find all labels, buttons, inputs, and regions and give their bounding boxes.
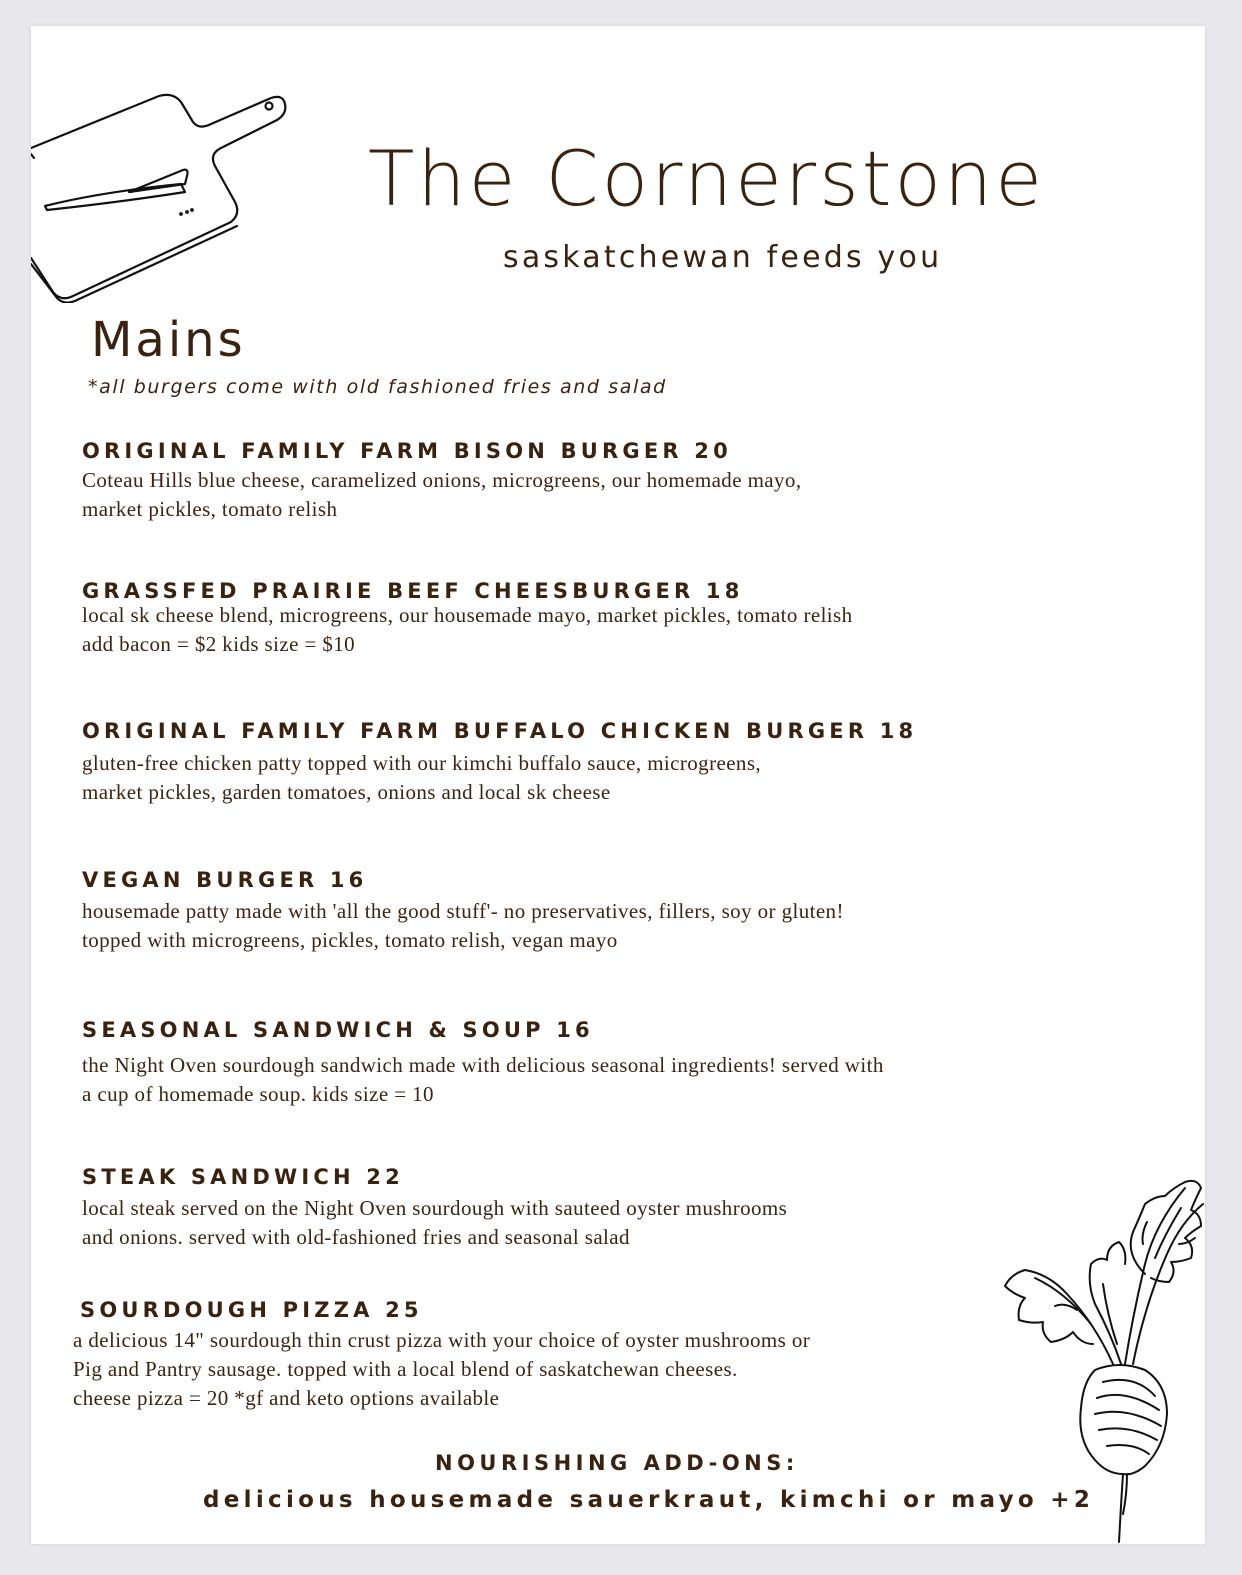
item-description-line: gluten-free chicken patty topped with our kimchi buffalo sauce, microgreens, — [82, 751, 762, 775]
item-description-line: housemade patty made with 'all the good stuff'- no preservatives, fillers, soy or gluten! — [82, 899, 844, 923]
item-description-line: Pig and Pantry sausage. topped with a local blend of saskatchewan cheeses. — [73, 1357, 738, 1381]
addons-text: delicious housemade sauerkraut, kimchi or mayo +2 — [203, 1487, 1095, 1513]
item-description — [82, 1051, 1082, 1109]
section-note: *all burgers come with old fashioned fries and salad — [88, 376, 667, 398]
menu-item — [82, 1162, 1082, 1252]
item-description-line: local sk cheese blend, microgreens, our housemade mayo, market pickles, tomato relish — [82, 603, 853, 627]
item-description — [82, 749, 1082, 807]
item-heading: GRASSFED PRAIRIE BEEF CHEESBURGER 18 — [82, 579, 744, 603]
menu-item — [82, 436, 1082, 524]
menu-item — [82, 576, 1082, 659]
item-heading: STEAK SANDWICH 22 — [82, 1165, 404, 1189]
item-description-line: add bacon = $2 kids size = $10 — [82, 632, 356, 656]
item-description-line: market pickles, garden tomatoes, onions and local sk cheese — [82, 780, 611, 804]
item-description-line: topped with microgreens, pickles, tomato relish, vegan mayo — [82, 928, 618, 952]
item-heading: ORIGINAL FAMILY FARM BISON BURGER 20 — [82, 439, 732, 463]
menu-item — [82, 865, 1082, 955]
item-description-line: the Night Oven sourdough sandwich made with delicious seasonal ingredients! served with — [82, 1053, 884, 1077]
menu-item — [82, 716, 1082, 807]
menu-item — [73, 1295, 1080, 1413]
item-description — [82, 1194, 1082, 1252]
item-description-line: and onions. served with old-fashioned fries and seasonal salad — [82, 1225, 630, 1249]
item-heading: ORIGINAL FAMILY FARM BUFFALO CHICKEN BURGER 18 — [82, 719, 918, 743]
item-description-line: Coteau Hills blue cheese, caramelized onions, microgreens, our homemade mayo, — [82, 468, 802, 492]
menu-item — [82, 1015, 1082, 1109]
item-heading: SEASONAL SANDWICH & SOUP 16 — [82, 1018, 594, 1042]
item-description-line: a delicious 14" sourdough thin crust pizza with your choice of oyster mushrooms or — [73, 1328, 811, 1352]
cutting-board-knife-icon — [31, 88, 293, 303]
restaurant-name: The Cornerstone — [368, 134, 1045, 223]
item-heading: SOURDOUGH PIZZA 25 — [80, 1298, 423, 1322]
item-description-line: a cup of homemade soup. kids size = 10 — [82, 1082, 434, 1106]
section-title: Mains — [91, 312, 246, 368]
item-description-line: local steak served on the Night Oven sourdough with sauteed oyster mushrooms — [82, 1196, 788, 1220]
addons-heading: NOURISHING ADD-ONS: — [435, 1451, 799, 1475]
item-description-line: market pickles, tomato relish — [82, 497, 338, 521]
item-description — [82, 601, 1082, 659]
tagline: saskatchewan feeds you — [503, 240, 943, 275]
item-description — [73, 1326, 1080, 1413]
menu-page — [31, 26, 1205, 1544]
item-description — [82, 897, 1082, 955]
item-heading: VEGAN BURGER 16 — [82, 868, 368, 892]
item-description — [82, 466, 1082, 524]
item-description-line: cheese pizza = 20 *gf and keto options available — [73, 1386, 500, 1410]
